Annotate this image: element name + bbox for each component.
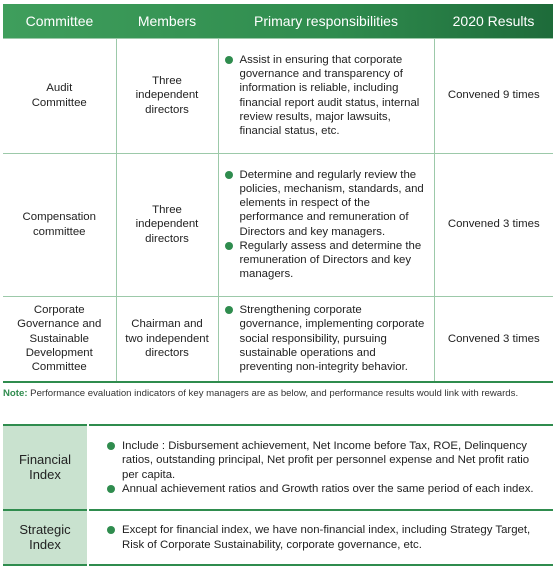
committee-name: Corporate Governance and Sustainable Development Committee	[3, 296, 116, 382]
committee-name: Compensation committee	[3, 153, 116, 296]
header-responsibilities: Primary responsibilities	[254, 12, 398, 29]
list-item: Assist in ensuring that corporate governance and transparency of information is reliable, including financial report audit status, internal review results, major lawsuits, financial status, etc.	[223, 53, 426, 138]
index-content	[88, 510, 553, 565]
list-item: Strengthening corporate governance, implementing corporate social responsibility, pursuing sustainable operations and preventing non-integrity behavior.	[223, 303, 426, 374]
committee-name: Audit Committee	[3, 38, 116, 153]
note	[3, 388, 555, 400]
index-table	[3, 424, 553, 566]
bullet-icon	[225, 242, 233, 250]
bullet-icon	[225, 56, 233, 64]
header-results: 2020 Results	[452, 12, 535, 29]
committee-responsibilities	[218, 153, 434, 296]
note-label: Note:	[3, 388, 28, 399]
index-content	[88, 425, 553, 510]
table-row	[3, 425, 553, 510]
committee-members: Three independent directors	[116, 38, 218, 153]
header-members: Members	[137, 12, 197, 29]
table-row	[3, 296, 553, 382]
note-text: Performance evaluation indicators of key managers are as below, and performance results would link with rewards.	[27, 388, 519, 399]
committee-members: Chairman and two independent directors	[116, 296, 218, 382]
committee-results: Convened 9 times	[434, 38, 553, 153]
list-item: Annual achievement ratios and Growth ratios over the same period of each index.	[105, 482, 545, 496]
list-item: Include : Disbursement achievement, Net Income before Tax, ROE, Delinquency ratios, outstanding principal, Net profit per personnel expense and Net profit ratio per capita.	[105, 439, 545, 482]
committee-results: Convened 3 times	[434, 153, 553, 296]
index-label: Strategic Index	[3, 510, 88, 565]
committee-results: Convened 3 times	[434, 296, 553, 382]
bullet-icon	[107, 526, 115, 534]
bullet-icon	[107, 442, 115, 450]
bullet-icon	[225, 306, 233, 314]
table-row	[3, 510, 553, 565]
index-label: Financial Index	[3, 425, 88, 510]
committee-table-header-row	[3, 4, 553, 38]
committee-responsibilities	[218, 38, 434, 153]
bullet-icon	[225, 171, 233, 179]
table-row	[3, 38, 553, 153]
list-item: Except for financial index, we have non-financial index, including Strategy Target, Risk of Corporate Sustainability, corporate governance, etc.	[105, 523, 545, 551]
list-item: Determine and regularly review the policies, mechanism, standards, and elements in respect of the performance and remuneration of Directors and key managers.	[223, 168, 426, 239]
committee-table	[3, 4, 553, 383]
table-row	[3, 153, 553, 296]
committee-members: Three independent directors	[116, 153, 218, 296]
committee-responsibilities	[218, 296, 434, 382]
header-committee: Committee	[25, 12, 94, 29]
bullet-icon	[107, 485, 115, 493]
list-item: Regularly assess and determine the remuneration of Directors and key managers.	[223, 239, 426, 282]
